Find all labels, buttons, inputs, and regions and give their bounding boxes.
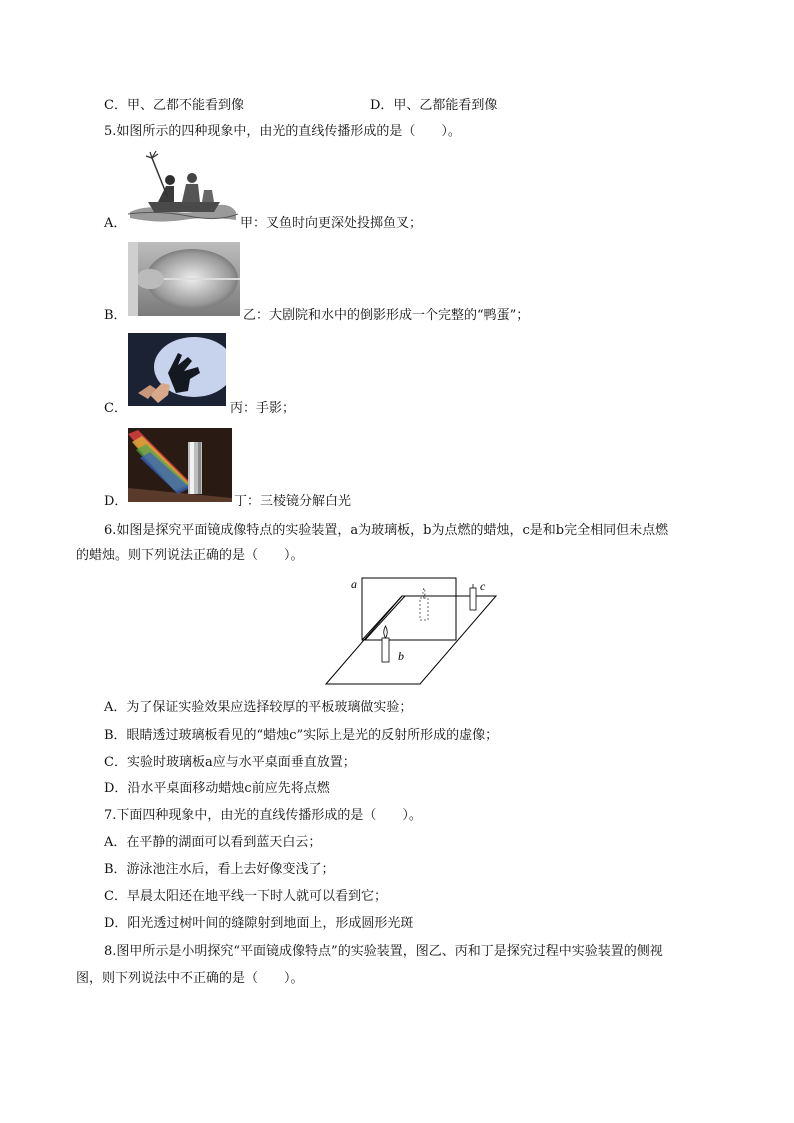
q6-option-b: B．眼睛透过玻璃板看见的“蜡烛c”实际上是光的反射所形成的虚像； (104, 728, 499, 743)
prism-dispersion-image (128, 428, 232, 502)
q7-stem: 7.下面四种现象中，由光的直线传播形成的是（ ）。 (104, 808, 422, 823)
q5-stem: 5.如图所示的四种现象中，由光的直线传播形成的是（ ）。 (104, 124, 461, 139)
q6-option-d: D．沿水平桌面移动蜡烛c前应先将点燃 (104, 781, 330, 796)
fishing-boat-image (128, 150, 238, 228)
q5-option-b-text: 乙：大剧院和水中的倒影形成一个完整的“鸭蛋”； (243, 308, 530, 323)
q8-stem-line1: 8.图甲所示是小明探究“平面镜成像特点”的实验装置，图乙、丙和丁是探究过程中实验装置的侧视 (104, 944, 663, 959)
q5-option-d-text: 丁：三棱镜分解白光 (234, 494, 352, 509)
q7-option-c: C．早晨太阳还在地平线一下时人就可以看到它； (104, 889, 387, 904)
q7-option-a: A．在平静的湖面可以看到蓝天白云； (104, 835, 322, 850)
q5-option-c-label: C． (104, 401, 127, 416)
q7-option-b: B．游泳池注水后，看上去好像变浅了； (104, 862, 335, 877)
q6-option-a: A．为了保证实验效果应选择较厚的平板玻璃做实验； (104, 700, 413, 715)
plane-mirror-apparatus-figure (320, 572, 500, 688)
q6-stem-line2: 的蜡烛。则下列说法正确的是（ ）。 (76, 548, 304, 563)
q6-option-c: C．实验时玻璃板a应与水平桌面垂直放置； (104, 755, 356, 770)
q7-option-d: D．阳光透过树叶间的缝隙射到地面上，形成圆形光斑 (104, 916, 414, 931)
figure-label-b: b (398, 649, 404, 663)
q8-stem-line2: 图，则下列说法中不正确的是（ ）。 (76, 971, 304, 986)
theatre-reflection-image (128, 242, 240, 316)
q5-option-b-label: B． (104, 308, 127, 323)
q5-option-c-text: 丙：手影； (230, 401, 296, 416)
hand-shadow-image (128, 333, 226, 406)
q5-option-a-text: 甲：叉鱼时向更深处投掷鱼叉； (240, 216, 423, 231)
q6-stem-line1: 6.如图是探究平面镜成像特点的实验装置，a为玻璃板，b为点燃的蜡烛，c是和b完全相同但未点燃 (104, 523, 669, 538)
q5-option-d-label: D． (104, 494, 128, 509)
figure-label-a: a (351, 577, 357, 591)
figure-label-c: c (480, 579, 486, 593)
q4-option-d: D．甲、乙都能看到像 (370, 98, 498, 113)
q4-option-c: C．甲、乙都不能看到像 (104, 98, 244, 113)
q5-option-a-label: A． (104, 216, 127, 231)
